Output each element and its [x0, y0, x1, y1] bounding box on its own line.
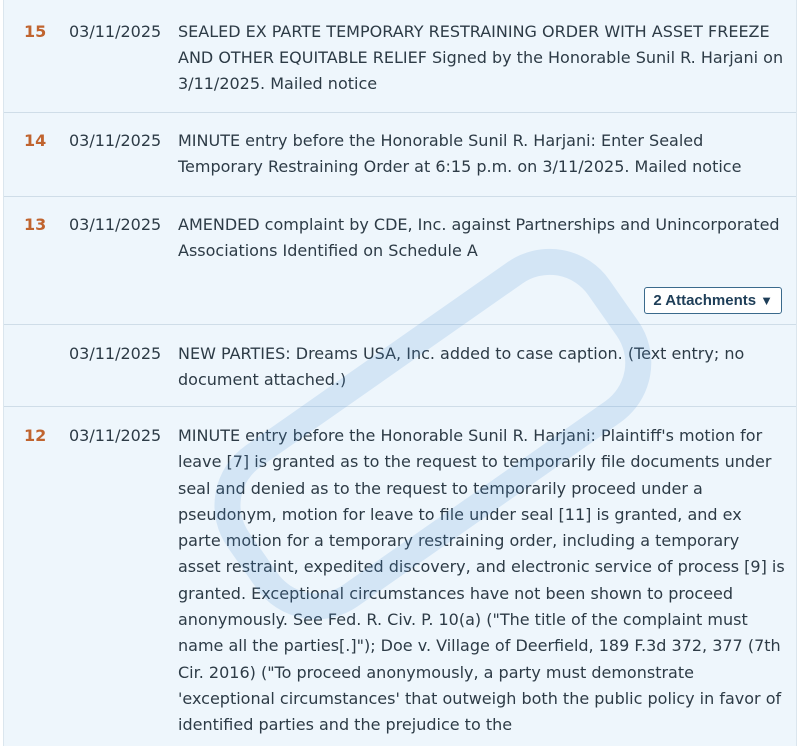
- entry-text: MINUTE entry before the Honorable Sunil R. Harjani: Plaintiff's motion for leave [7] is granted as to the request to temporarily file documents under seal and denied as to the request to temporarily proceed under a pseudonym, motion for leave to file under seal [11] is granted, and ex parte motion for a temporary restraining order, including a temporary asset restraint, expedited discovery, and electronic service of process [9] is granted. Exceptional circumstances have not been shown to proceed anonymously. See Fed. R. Civ. P. 10(a) ("The title of the complaint must name all the parties[.]"); Doe v. Village of Deerfield, 189 F.3d 372, 377 (7th Cir. 2016) ("To proceed anonymously, a party must demonstrate 'exceptional circumstances' that outweigh both the public policy in favor of identified parties and the prejudice to the: [178, 426, 785, 735]
- docket-entry-15: [4, 0, 796, 113]
- docket-entries-list: [3, 0, 797, 746]
- entry-number: 12: [24, 426, 47, 445]
- entry-number: 13: [24, 215, 47, 234]
- entry-text: NEW PARTIES: Dreams USA, Inc. added to case caption. (Text entry; no document attached.): [178, 344, 745, 389]
- entry-date: 03/11/2025: [69, 131, 162, 150]
- entry-number: 14: [24, 131, 47, 150]
- entry-text: MINUTE entry before the Honorable Sunil R. Harjani: Enter Sealed Temporary Restraining Order at 6:15 p.m. on 3/11/2025. Mailed notice: [178, 131, 742, 176]
- docket-entry-14: [4, 113, 796, 197]
- entry-date: 03/11/2025: [69, 22, 162, 41]
- entry-date: 03/11/2025: [69, 426, 162, 445]
- docket-entry-12: [4, 407, 796, 746]
- entry-text: SEALED EX PARTE TEMPORARY RESTRAINING ORDER WITH ASSET FREEZE AND OTHER EQUITABLE RELIEF Signed by the Honorable Sunil R. Harjani on 3/11/2025. Mailed notice: [178, 22, 784, 93]
- entry-date: 03/11/2025: [69, 344, 162, 363]
- entry-text: AMENDED complaint by CDE, Inc. against Partnerships and Unincorporated Associations Identified on Schedule A: [178, 215, 780, 260]
- docket-entry-13: [4, 197, 796, 325]
- docket-entry-new-parties: [4, 325, 796, 407]
- caret-down-icon: ▼: [760, 293, 773, 308]
- entry-number: 15: [24, 22, 47, 41]
- entry-date: 03/11/2025: [69, 215, 162, 234]
- attachments-label: 2 Attachments: [653, 292, 757, 309]
- attachments-toggle-button[interactable]: [644, 287, 782, 314]
